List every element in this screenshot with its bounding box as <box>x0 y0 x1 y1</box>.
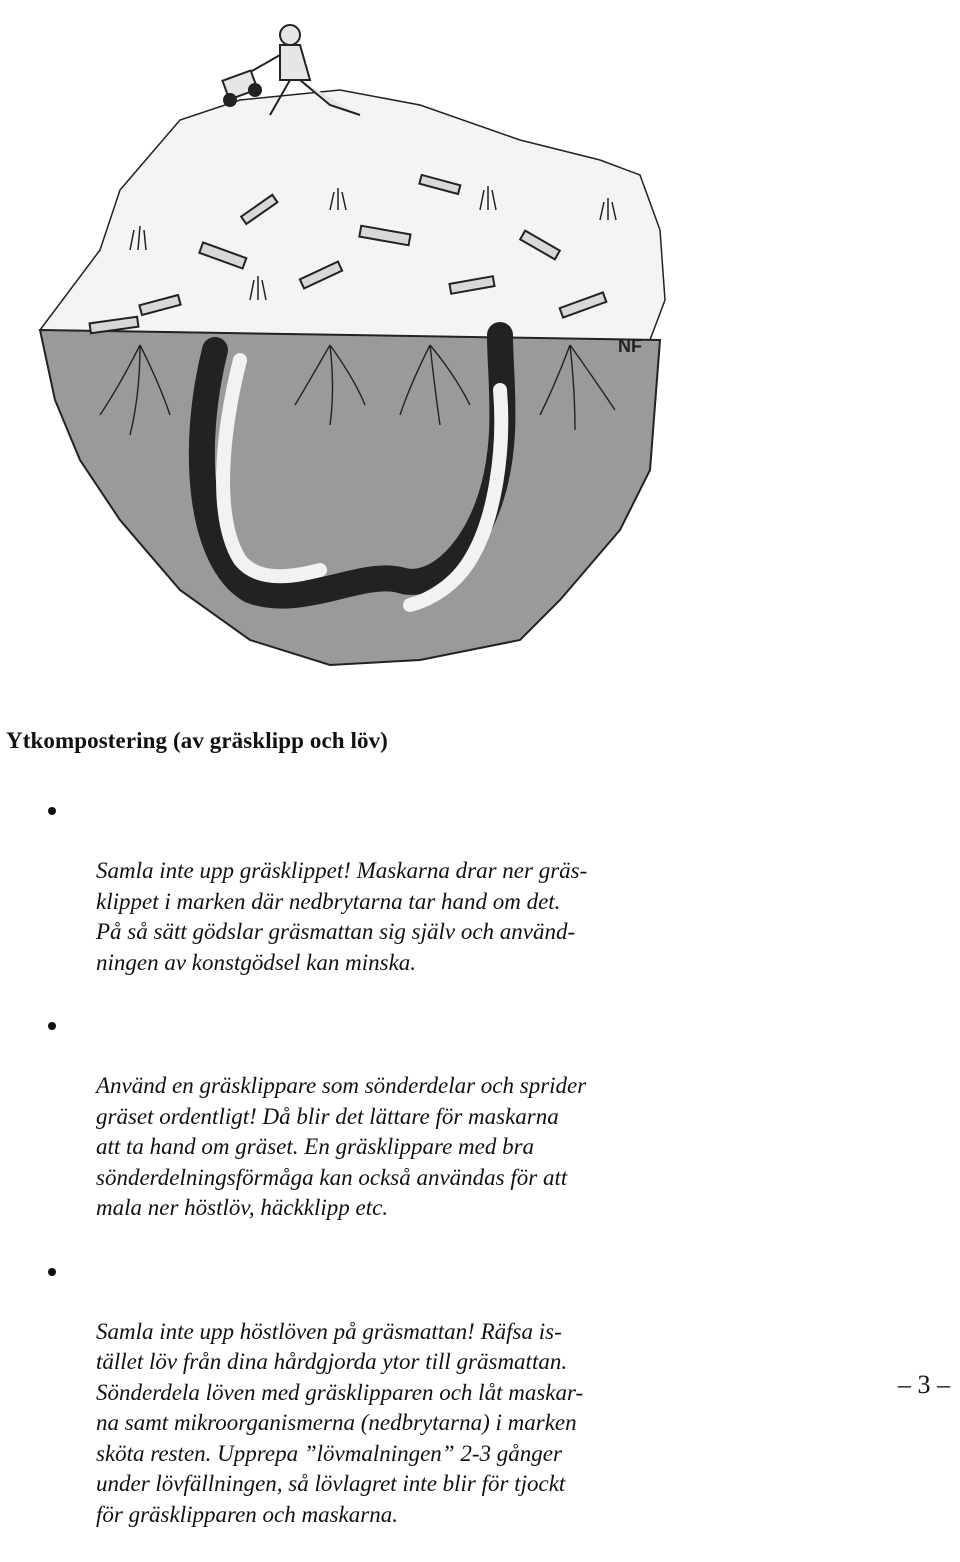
bullet-icon <box>48 807 56 815</box>
artist-signature: NF <box>618 336 642 356</box>
soil-cross-section <box>40 330 660 665</box>
bullet-list <box>48 795 688 1562</box>
lawn-surface <box>40 90 665 340</box>
bullet-icon <box>48 1022 56 1030</box>
list-item <box>48 795 688 978</box>
worm-lawn-illustration <box>0 0 960 700</box>
list-item-text: Använd en gräsklippare som sönderdelar och sprider gräset ordentligt! Då blir det lättare för maskarna att ta hand om gräset. En gräsklippare med bra sönderdelningsförmåga kan också användas för att mala ner höstlöv, häckklipp etc. <box>96 1073 587 1220</box>
page-number: – 3 – <box>898 1370 950 1399</box>
list-item <box>48 1010 688 1224</box>
list-item <box>48 1256 688 1531</box>
list-item-text: Samla inte upp höstlöven på gräsmattan! Räfsa is- tället löv från dina hårdgjorda ytor till gräsmattan. Sönderdela löven med gräsklipparen och låt maskar- na samt mikroorganismerna (nedbrytarna) i marken sköta resten. Upprepa ”lövmalningen” 2-3 gånger under lövfällningen, så lövlagret inte blir för tjockt för gräsklipparen och maskarna. <box>96 1318 584 1527</box>
section-heading: Ytkompostering (av gräsklipp och löv) <box>6 728 388 753</box>
list-item-text: Samla inte upp gräsklippet! Maskarna drar ner gräs- klippet i marken där nedbrytarna tar hand om det. På så sätt gödslar gräsmattan sig själv och använd- ningen av konstgödsel kan minska. <box>96 858 588 975</box>
bullet-icon <box>48 1268 56 1276</box>
